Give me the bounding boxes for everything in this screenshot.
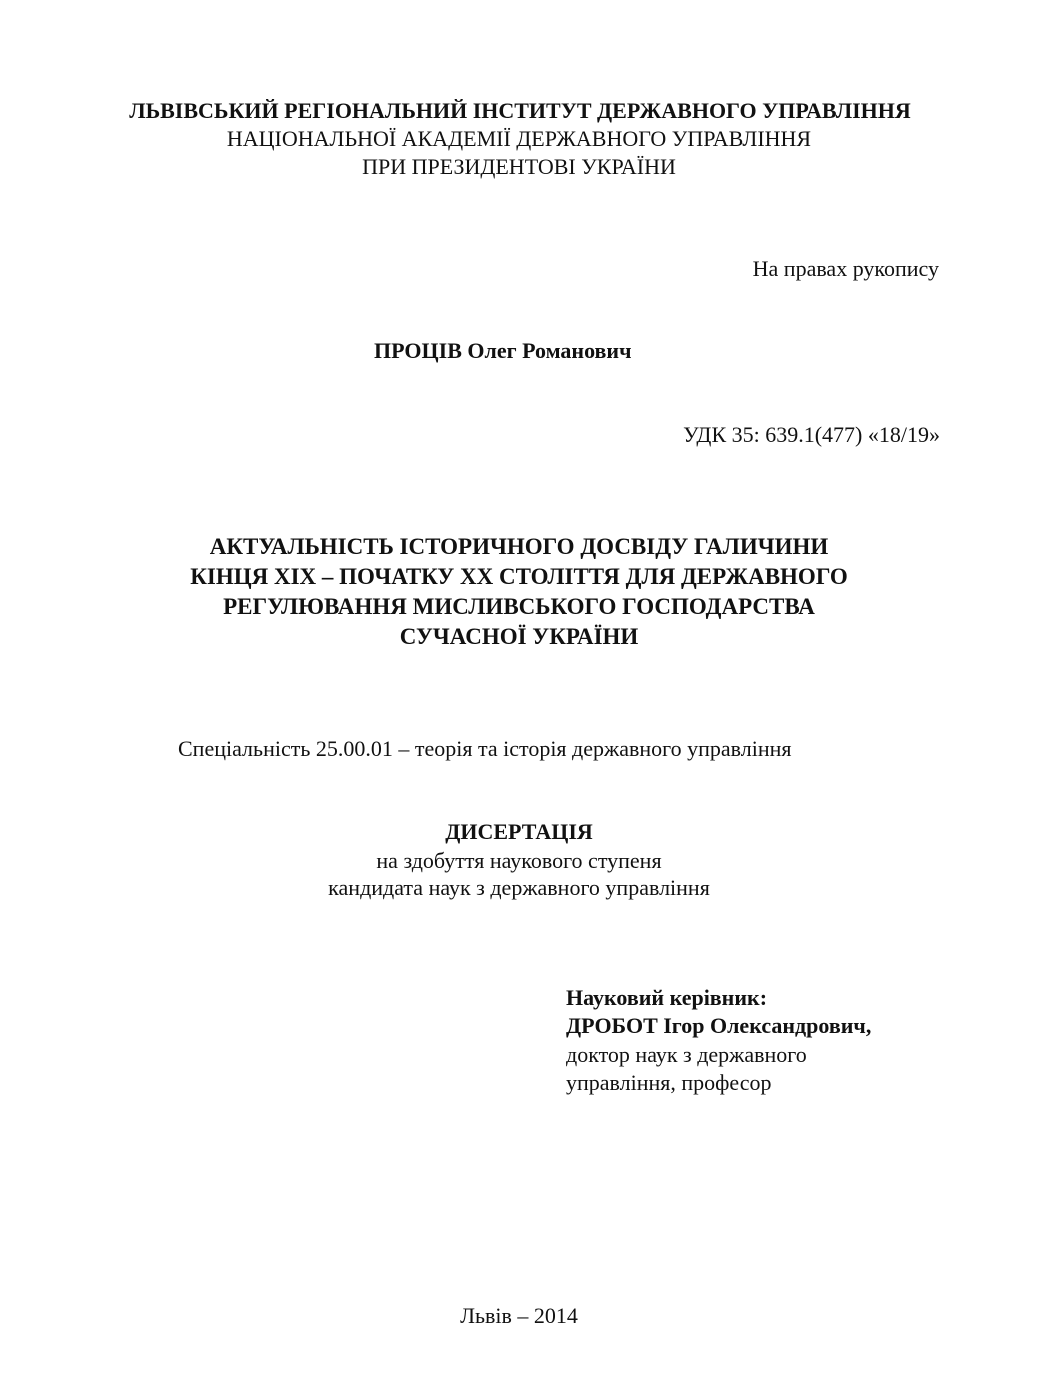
- supervisor-name: ДРОБОТ Ігор Олександрович,: [566, 1013, 872, 1038]
- dissertation-heading: ДИСЕРТАЦІЯ: [445, 819, 593, 844]
- dissertation-title-line-4: СУЧАСНОЇ УКРАЇНИ: [399, 624, 639, 649]
- institution-line-3: ПРИ ПРЕЗИДЕНТОВІ УКРАЇНИ: [362, 154, 676, 179]
- author-name: ПРОЦІВ Олег Романович: [374, 338, 632, 363]
- specialty: Спеціальність 25.00.01 – теорія та історія державного управління: [178, 736, 792, 761]
- place-year: Львів – 2014: [460, 1303, 578, 1328]
- dissertation-title-line-2: КІНЦЯ XIX – ПОЧАТКУ XX СТОЛІТТЯ ДЛЯ ДЕРЖАВНОГО: [190, 564, 848, 589]
- dissertation-degree-line-2: кандидата наук з державного управління: [328, 875, 710, 900]
- dissertation-title-line-1: АКТУАЛЬНІСТЬ ІСТОРИЧНОГО ДОСВІДУ ГАЛИЧИНИ: [209, 534, 829, 559]
- supervisor-label: Науковий керівник:: [566, 985, 768, 1010]
- supervisor-degree-line-2: управління, професор: [566, 1070, 772, 1095]
- dissertation-degree-line-1: на здобуття наукового ступеня: [376, 848, 662, 873]
- institution-line-2: НАЦІОНАЛЬНОЇ АКАДЕМІЇ ДЕРЖАВНОГО УПРАВЛІННЯ: [226, 126, 812, 151]
- manuscript-note: На правах рукопису: [752, 256, 939, 281]
- dissertation-title-line-3: РЕГУЛЮВАННЯ МИСЛИВСЬКОГО ГОСПОДАРСТВА: [223, 594, 815, 619]
- udc-code: УДК 35: 639.1(477) «18/19»: [683, 422, 940, 447]
- supervisor-degree-line-1: доктор наук з державного: [566, 1042, 807, 1067]
- institution-line-1: ЛЬВІВСЬКИЙ РЕГІОНАЛЬНИЙ ІНСТИТУТ ДЕРЖАВНОГО УПРАВЛІННЯ: [129, 98, 911, 123]
